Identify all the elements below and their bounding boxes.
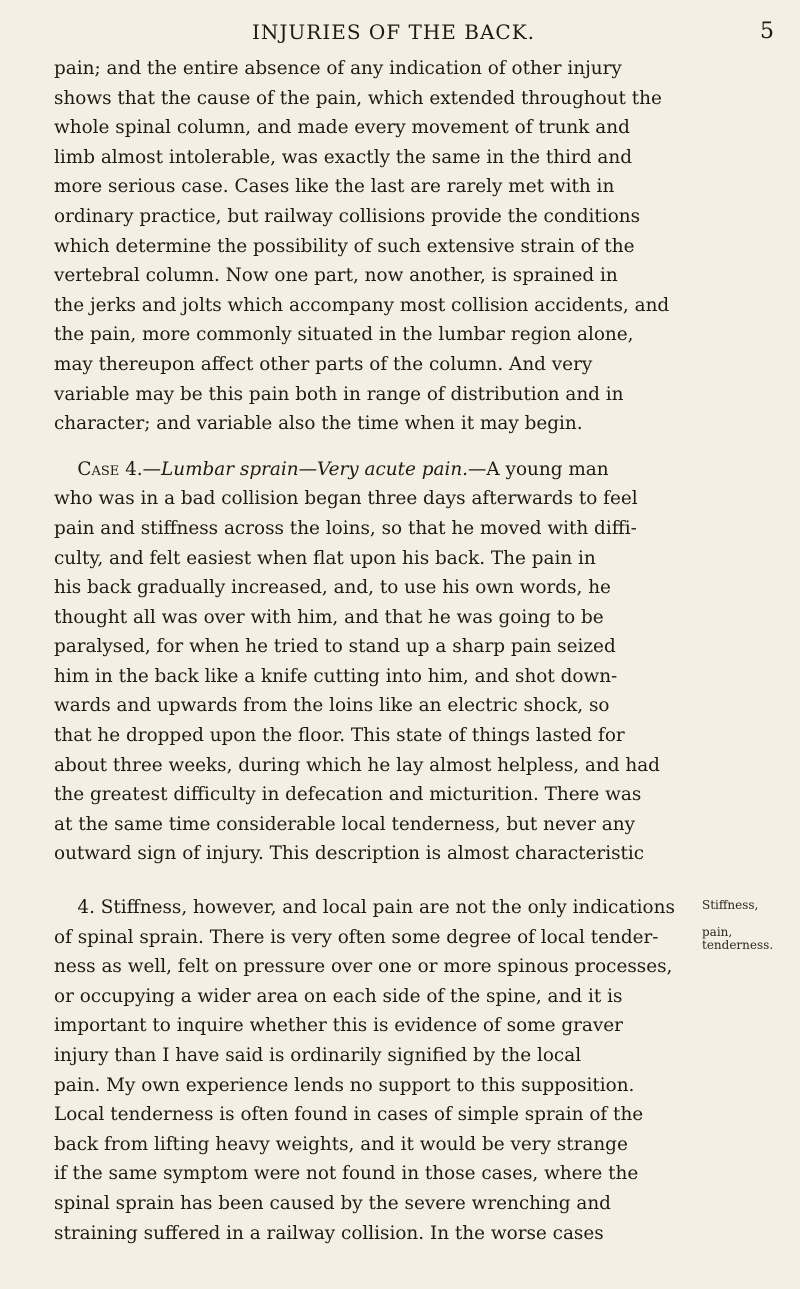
text-line [54,455,746,485]
text-line: outward sign of injury. This description is almost characteristic [54,843,645,865]
margin-note-line: Stiffness, [702,899,759,913]
text-line: pain. My own experience lends no support to this supposition. [54,1074,635,1096]
text-line: spinal sprain has been caused by the severe wrenching and [54,1192,611,1214]
text-line: paralysed, for when he tried to stand up a sharp pain seized [54,636,616,658]
text-line: limb almost intolerable, was exactly the same in the third and [54,146,632,168]
page-number: 5 [760,19,774,44]
text-line: Local tenderness is often found in cases of simple sprain of the [54,1104,644,1126]
text-line: more serious case. Cases like the last are rarely met with in [54,176,615,198]
section-4-paragraph [54,893,774,1248]
body-text [54,54,774,1248]
text-line: his back gradually increased, and, to use his own words, he [54,577,611,599]
case-intro: —A young man [468,458,609,480]
margin-note [702,899,800,952]
text-line: 4. Stiffness, however, and local pain are not the only indications [77,897,675,919]
margin-note-line: pain, [702,926,733,940]
text-line: shows that the cause of the pain, which extended throughout the [54,87,662,109]
paragraph-1 [54,54,746,439]
text-line: or occupying a wider area on each side of the spine, and it is [54,985,623,1007]
text-line: pain and stiffness across the loins, so that he moved with diffi- [54,517,637,539]
text-line: injury than I have said is ordinarily signified by the local [54,1045,582,1066]
text-line: important to inquire whether this is evidence of some graver [54,1015,623,1037]
text-line: of spinal sprain. There is very often some degree of local tender- [54,926,659,948]
text-line: that he dropped upon the floor. This state of things lasted for [54,725,625,747]
text-line: ness as well, felt on pressure over one or more spinous processes, [54,956,673,978]
text-line: straining suffered in a railway collision. In the worse cases [54,1222,604,1244]
text-line: the jerks and jolts which accompany most collision accidents, and [54,294,670,316]
text-line: back from lifting heavy weights, and it would be very strange [54,1133,628,1155]
text-line: the greatest difficulty in defecation and micturition. There was [54,784,642,806]
text-line: variable may be this pain both in range of distribution and in [54,383,624,405]
text-line: ordinary practice, but railway collisions provide the conditions [54,205,641,227]
margin-note-line: tenderness. [702,939,774,953]
text-line: who was in a bad collision began three days afterwards to feel [54,488,638,510]
case-4-paragraph [54,455,746,869]
running-title: INJURIES OF THE BACK. [252,20,536,44]
text-line: about three weeks, during which he lay almost helpless, and had [54,754,660,776]
text-line: culty, and felt easiest when flat upon his back. The pain in [54,547,596,569]
text-line: whole spinal column, and made every movement of trunk and [54,117,630,139]
text-line: if the same symptom were not found in those cases, where the [54,1163,639,1185]
text-line: character; and variable also the time when it may begin. [54,413,583,435]
text-line: may thereupon affect other parts of the column. And very [54,353,593,375]
text-line: which determine the possibility of such extensive strain of the [54,235,635,257]
text-line: the pain, more commonly situated in the lumbar region alone, [54,324,634,346]
text-line: thought all was over with him, and that he was going to be [54,606,604,628]
case-label: Case 4. [77,458,143,480]
text-line: at the same time considerable local tenderness, but never any [54,813,636,835]
text-line: vertebral column. Now one part, now another, is sprained in [54,265,618,287]
text-line: him in the back like a knife cutting into him, and shot down- [54,665,618,687]
running-head [0,14,800,50]
text-line: wards and upwards from the loins like an electric shock, so [54,695,610,717]
text-line: pain; and the entire absence of any indication of other injury [54,58,622,79]
case-title: —Lumbar sprain—Very acute pain. [142,458,469,480]
